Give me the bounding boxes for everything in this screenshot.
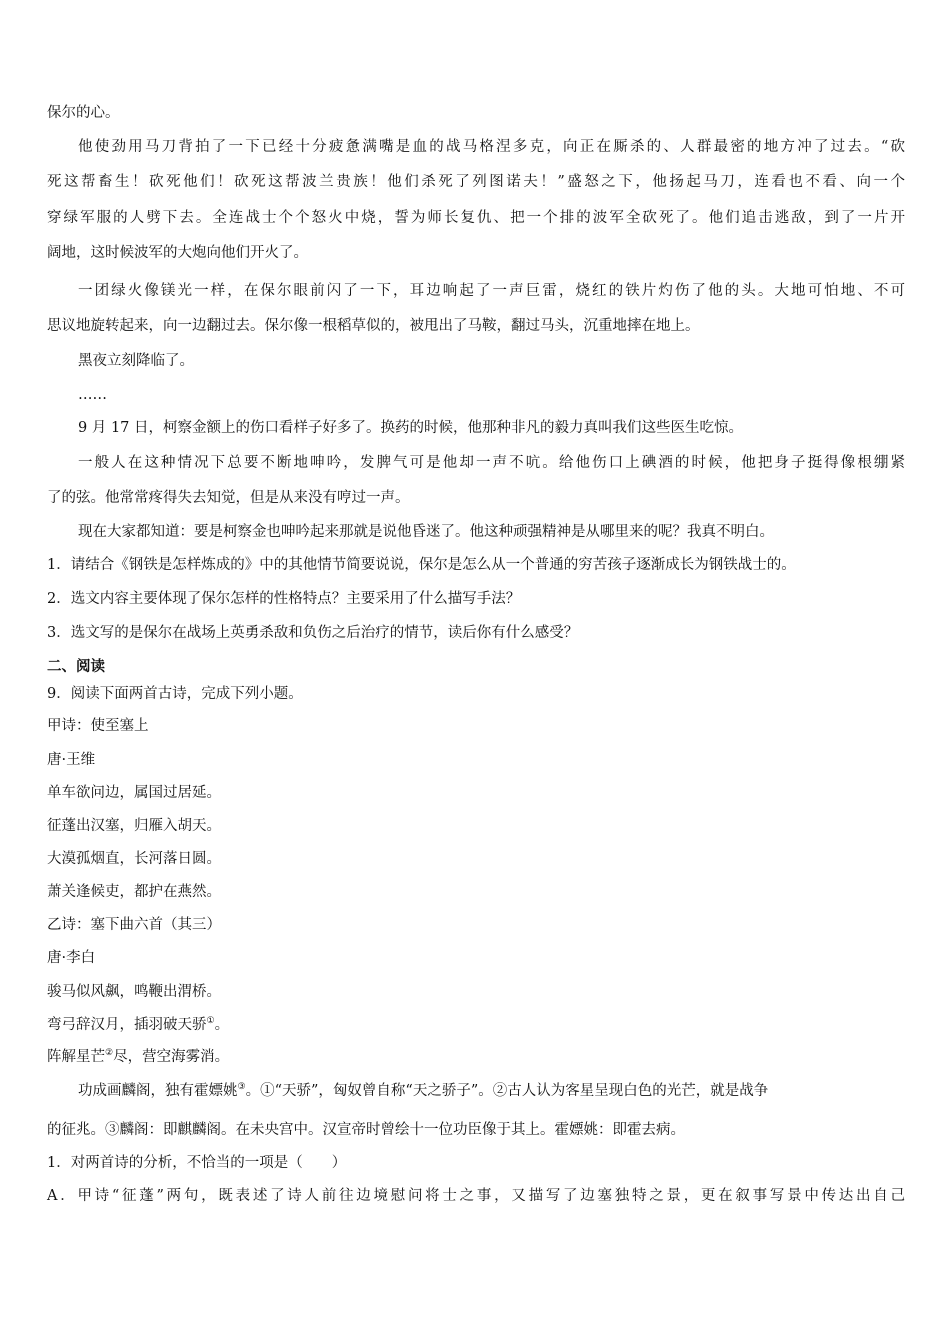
question-intro: 9．阅读下面两首古诗，完成下列小题。 — [47, 686, 303, 702]
passage-line: 他使劲用马刀背拍了一下已经十分疲惫满嘴是血的战马格涅多克，向正在厮杀的、人群最密的地方冲了过去。“砍 — [78, 139, 905, 155]
passage-line: 现在大家都知道：要是柯察金也呻吟起来那就是说他昏迷了。他这种顽强精神是从哪里来的呢？我真不明白。 — [78, 524, 774, 540]
footnote-marker: ② — [105, 1048, 114, 1059]
poem-title: 乙诗：塞下曲六首（其三） — [47, 917, 221, 933]
footnote-marker: ① — [206, 1016, 215, 1027]
passage-line: 穿绿军服的人劈下去。全连战士个个怒火中烧，誓为师长复仇、把一个排的波军全砍死了。他们追击逃敌，到了一片开 — [47, 210, 905, 226]
poem-line — [47, 1015, 905, 1035]
poem-line: 征蓬出汉塞，归雁入胡天。 — [47, 818, 221, 834]
passage-line: 思议地旋转起来，向一边翻过去。保尔像一根稻草似的，被甩出了马鞍，翻过马头，沉重地摔在地上。 — [47, 318, 700, 334]
poem-text: 阵解星芒 — [47, 1049, 105, 1065]
answer-option-a: A．甲诗“征蓬”两句，既表述了诗人前往边境慰问将士之事，又描写了边塞独特之景，更在叙事写景中传达出自己 — [47, 1188, 905, 1204]
poem-line: 骏马似风飙，鸣鞭出渭桥。 — [47, 984, 221, 1000]
poem-text: 弯弓辞汉月，插羽破天骄 — [47, 1017, 207, 1033]
passage-line: 一般人在这种情况下总要不断地呻吟，发脾气可是他却一声不吭。给他伤口上碘酒的时候，他把身子挺得像根绷紧 — [78, 455, 905, 471]
question-item: 2．选文内容主要体现了保尔怎样的性格特点？主要采用了什么描写手法？ — [47, 591, 521, 607]
poem-author: 唐·李白 — [47, 950, 96, 966]
question-item: 3．选文写的是保尔在战场上英勇杀敌和负伤之后治疗的情节，读后你有什么感受？ — [47, 625, 579, 641]
passage-line: 一团绿火像镁光一样，在保尔眼前闪了一下，耳边响起了一声巨雷，烧红的铁片灼伤了他的头。大地可怕地、不可 — [78, 283, 905, 299]
footnote-text: 。①“天骄”，匈奴曾自称“天之骄子”。②古人认为客星呈现白色的光芒，就是战争 — [245, 1083, 769, 1099]
poem-line: 大漠孤烟直，长河落日圆。 — [47, 851, 221, 867]
poem-line: 萧关逢候吏，都护在燕然。 — [47, 884, 221, 900]
passage-line: 黑夜立刻降临了。 — [78, 353, 194, 369]
footnote-text: 的征兆。③麟阁：即麒麟阁。在未央宫中。汉宣帝时曾绘十一位功臣像于其上。霍嫖姚：即霍去病。 — [47, 1122, 685, 1138]
poem-line — [47, 1047, 905, 1067]
poem-text: 功成画麟阁，独有霍嫖姚 — [78, 1083, 238, 1099]
passage-line: 阔地，这时候波军的大炮向他们开火了。 — [47, 245, 308, 261]
passage-line: 保尔的心。 — [47, 105, 120, 121]
sub-question: 1．对两首诗的分析，不恰当的一项是（ ） — [47, 1155, 347, 1171]
poem-text: 。 — [214, 1017, 230, 1033]
passage-line: 9 月 17 日，柯察金额上的伤口看样子好多了。换药的时候，他那种非凡的毅力真叫我们这些医生吃惊。 — [78, 420, 743, 436]
passage-line: 死这帮畜生！砍死他们！砍死这帮波兰贵族！他们杀死了列图诺夫！”盛怒之下，他扬起马刀，连看也不看、向一个 — [47, 174, 905, 190]
question-item: 1．请结合《钢铁是怎样炼成的》中的其他情节简要说说，保尔是怎么从一个普通的穷苦孩子逐渐成长为钢铁战士的。 — [47, 557, 796, 573]
poem-line: 单车欲问边，属国过居延。 — [47, 785, 221, 801]
poem-line-with-notes — [78, 1081, 905, 1101]
poem-title: 甲诗：使至塞上 — [47, 718, 149, 734]
section-title: 二、阅读 — [47, 659, 105, 675]
passage-line: 了的弦。他常常疼得失去知觉，但是从来没有哼过一声。 — [47, 490, 410, 506]
footnote-marker: ③ — [237, 1082, 246, 1093]
poem-author: 唐·王维 — [47, 752, 96, 768]
poem-text: 尽，营空海雾消。 — [113, 1049, 230, 1065]
passage-ellipsis: …… — [78, 387, 107, 403]
